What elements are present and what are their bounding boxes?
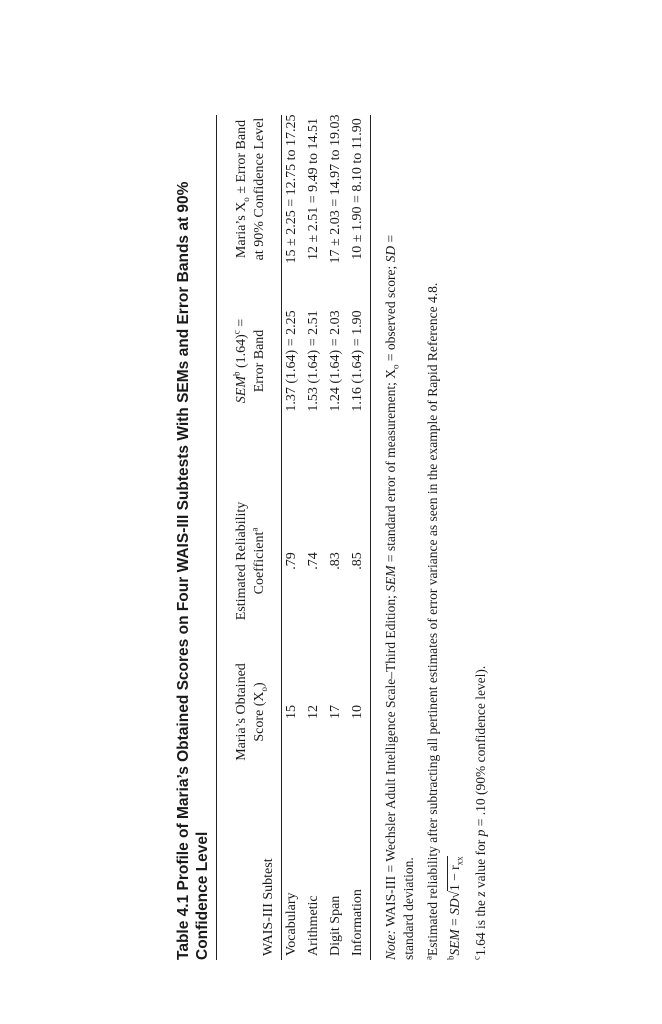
footnote-a xyxy=(424,283,441,960)
row3-reliability: .83 xyxy=(328,552,343,570)
header-band-line2: at 90% Confidence Level xyxy=(252,117,267,261)
table-header-rule xyxy=(281,115,282,960)
header-sem-sup-c: c xyxy=(231,330,242,335)
row4-obtained: 10 xyxy=(350,705,365,719)
header-band-text: Maria’s X xyxy=(234,201,249,259)
header-reliability-text: Coefficient xyxy=(252,531,267,595)
header-sem-factor: (1.64) xyxy=(234,334,249,372)
note-line2: standard deviation. xyxy=(401,857,416,960)
row1-subtest: Vocabulary xyxy=(284,892,299,956)
header-band xyxy=(233,109,269,269)
radical-bar xyxy=(447,856,448,891)
header-reliability-line1: Estimated Reliability xyxy=(234,501,249,621)
header-reliability-sup: a xyxy=(249,527,260,532)
note-label: Note: xyxy=(383,930,398,960)
row1-sem: 1.37 (1.64) = 2.25 xyxy=(284,310,299,412)
footnote-b-mark: b xyxy=(445,955,456,960)
row3-sem: 1.24 (1.64) = 2.03 xyxy=(328,310,343,412)
note-sd: SD xyxy=(383,245,398,263)
note-sub: o xyxy=(390,364,401,369)
row3-subtest: Digit Span xyxy=(328,895,343,956)
footnote-b-radicand xyxy=(446,856,463,891)
footnote-c-z: z xyxy=(473,891,488,897)
footnote-c-text-c: = .10 (90% confidence level). xyxy=(473,665,488,830)
note-text-b: = standard error of measurement; X xyxy=(383,369,398,566)
header-sem-line1 xyxy=(233,301,251,421)
note-text-d: = xyxy=(383,234,398,246)
header-obtained xyxy=(233,662,269,762)
table-title-line2: Confidence Level xyxy=(194,831,211,960)
table-bottom-rule xyxy=(370,115,371,960)
row4-sem: 1.16 (1.64) = 1.90 xyxy=(350,310,365,412)
table-title-line1: Table 4.1 Profile of Maria’s Obtained Scores on Four WAIS-III Subtests With SEMs and Error Bands at 90% xyxy=(175,181,192,960)
row2-subtest: Arithmetic xyxy=(306,895,321,956)
row2-band: 12 ± 2.51 = 9.49 to 14.51 xyxy=(306,118,321,260)
footnote-b-inside: 1 − r xyxy=(447,865,462,891)
row4-reliability: .85 xyxy=(350,552,365,570)
row1-obtained: 15 xyxy=(284,705,299,719)
row4-subtest: Information xyxy=(350,889,365,956)
note-text-a: WAIS-III = Wechsler Adult Intelligence Scale–Third Edition; xyxy=(383,591,398,930)
footnote-b-eq: = xyxy=(447,914,462,930)
header-band-sub: o xyxy=(240,197,251,202)
header-obtained-text: Score (X xyxy=(252,691,267,742)
footnote-c-mark: c xyxy=(471,956,482,960)
footnote-b-sem: SEM xyxy=(447,929,462,956)
row4-band: 10 ± 1.90 = 8.10 to 11.90 xyxy=(350,118,365,260)
footnote-a-mark: a xyxy=(423,956,434,960)
footnote-b-sub: xx xyxy=(454,856,465,866)
footnote-c xyxy=(472,666,489,960)
footnote-c-text-a: 1.64 is the xyxy=(473,896,488,956)
header-band-text2: ± Error Band xyxy=(234,119,249,198)
header-band-line1 xyxy=(233,109,251,269)
footnote-c-text-b: value for xyxy=(473,836,488,892)
footnote-c-p: p xyxy=(473,829,488,837)
row1-reliability: .79 xyxy=(284,552,299,570)
row3-band: 17 ± 2.03 = 14.97 to 19.03 xyxy=(328,114,343,264)
note-sem: SEM xyxy=(383,565,398,592)
note-line1 xyxy=(382,235,399,960)
row2-sem: 1.53 (1.64) = 2.51 xyxy=(306,310,321,412)
header-obtained-sub: o xyxy=(258,687,269,692)
header-reliability xyxy=(233,491,269,631)
footnote-b-sd: SD xyxy=(447,898,462,915)
row3-obtained: 17 xyxy=(328,705,343,719)
header-sem-italic: SEM xyxy=(234,376,249,404)
header-subtest: WAIS-III Subtest xyxy=(261,858,276,956)
row2-reliability: .74 xyxy=(306,552,321,570)
header-sem-line2: Error Band xyxy=(252,329,267,393)
square-root-icon: √ xyxy=(447,890,462,899)
note-text-c: = observed score; xyxy=(383,262,398,365)
footnote-b xyxy=(446,856,463,960)
row2-obtained: 12 xyxy=(306,705,321,719)
header-obtained-line1: Maria’s Obtained xyxy=(234,663,249,761)
header-sem-eq: = xyxy=(234,318,249,331)
table-top-rule xyxy=(216,115,217,960)
footnote-a-text: Estimated reliability after subtracting all pertinent estimates of error variance as seen in the example of Rapid Reference 4.8. xyxy=(425,282,440,956)
header-reliability-line2 xyxy=(251,491,269,631)
row1-band: 15 ± 2.25 = 12.75 to 17.25 xyxy=(284,114,299,264)
header-obtained-line2 xyxy=(251,662,269,762)
header-sem-sup-b: b xyxy=(231,371,242,377)
header-sem xyxy=(233,301,269,421)
header-obtained-close: ) xyxy=(252,682,267,688)
